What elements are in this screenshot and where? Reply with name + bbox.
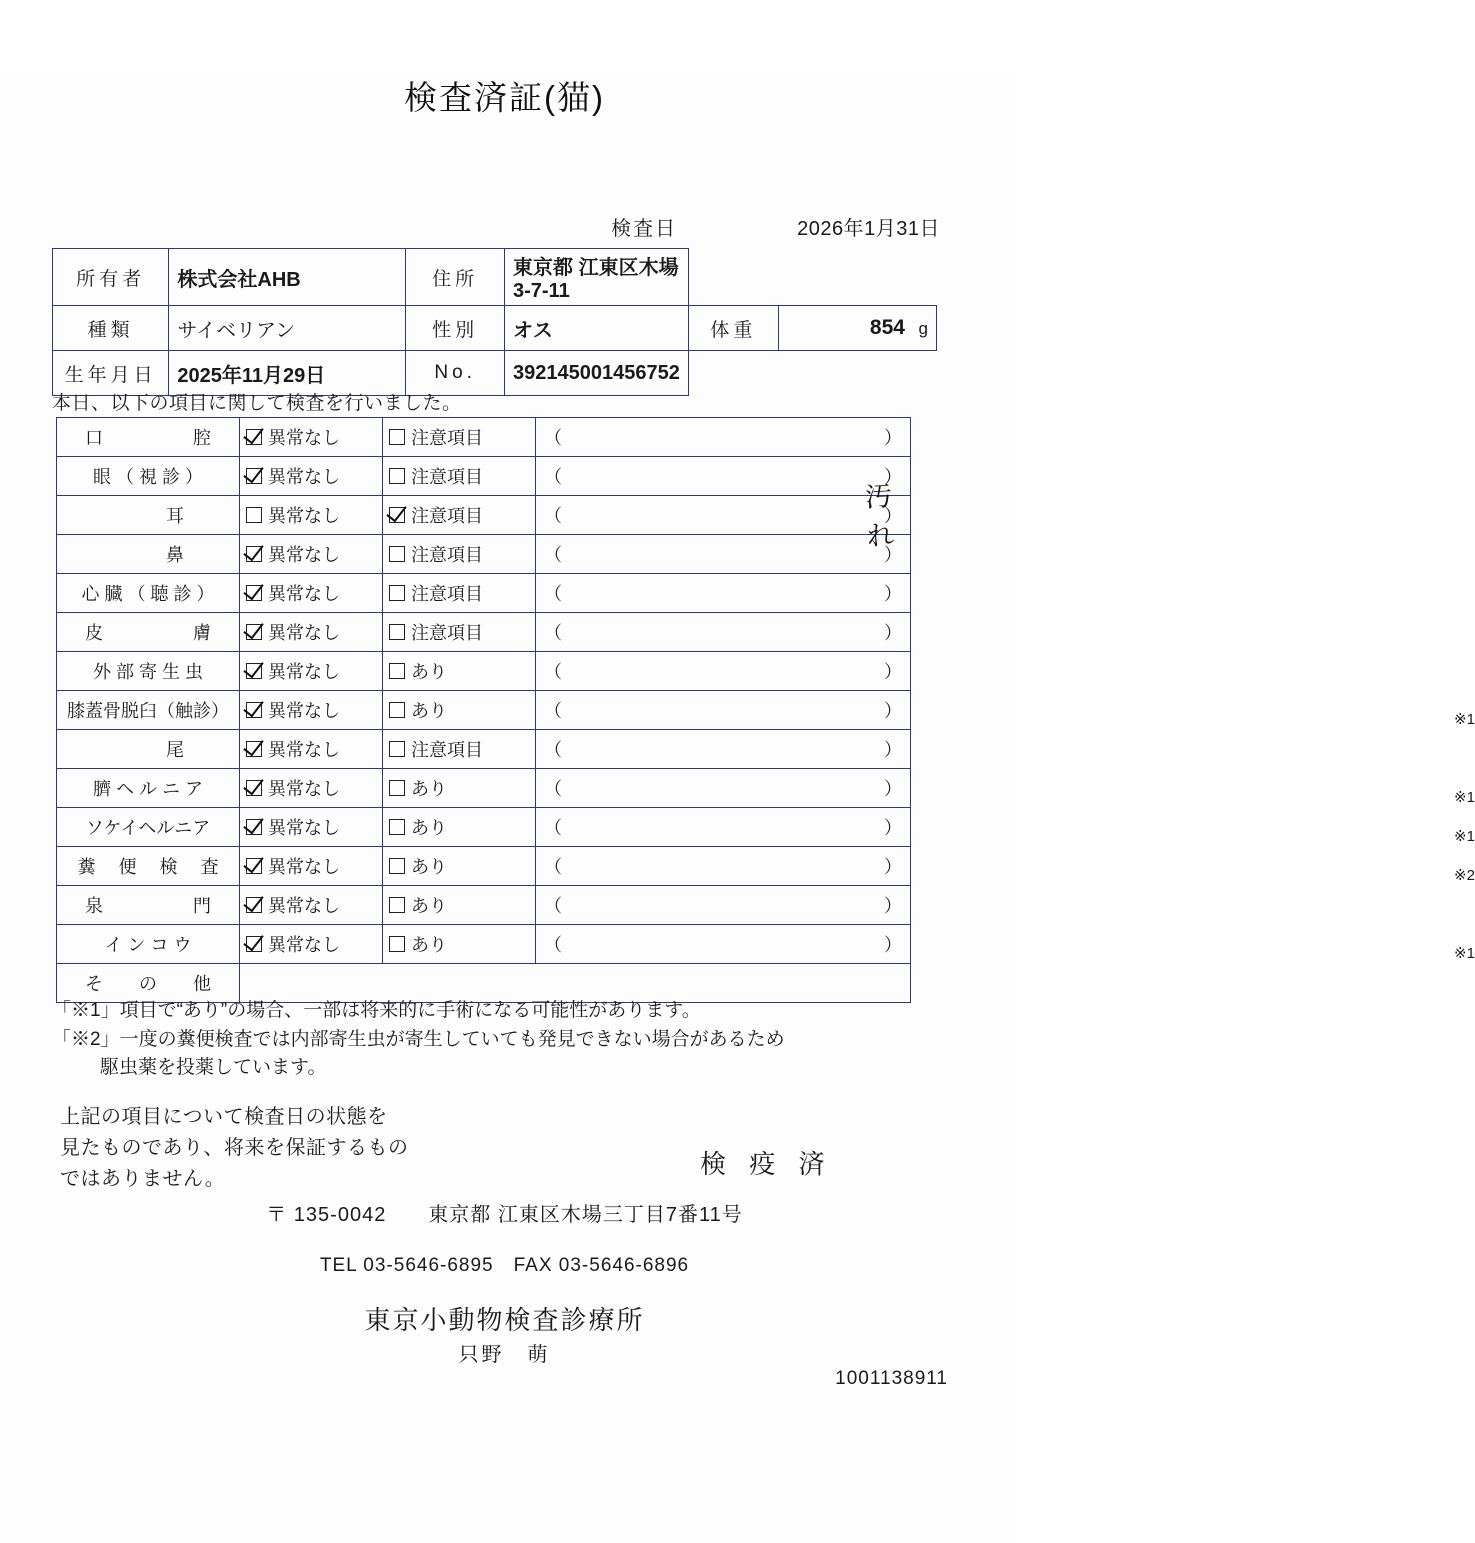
check-option-attention-label: あり — [411, 818, 447, 838]
check-option-normal-label: 異常なし — [268, 779, 340, 799]
statement-text: 本日、以下の項目に関して検査を行いました。 — [52, 393, 462, 414]
checkbox-icon[interactable] — [246, 780, 262, 796]
paren-right: ） — [884, 818, 902, 838]
clinic-contact: TEL 03-5646-6895 FAX 03-5646-6896 — [319, 1255, 690, 1276]
table-row — [57, 574, 911, 613]
table-row — [57, 808, 911, 847]
owner-info-table — [52, 248, 937, 396]
checkbox-icon[interactable] — [246, 546, 262, 562]
check-remark-cell[interactable] — [536, 418, 911, 457]
check-option-attention-label: 注意項目 — [411, 584, 483, 604]
check-option-attention[interactable] — [383, 925, 536, 964]
footnote-2: 「※2」一度の糞便検査では内部寄生虫が寄生していても発見できない場合があるため — [52, 1028, 785, 1050]
checkbox-icon[interactable] — [246, 819, 262, 835]
paren-left: （ — [544, 545, 562, 565]
paren-right: ） — [884, 584, 902, 604]
table-row — [57, 730, 911, 769]
check-option-normal-label: 異常なし — [268, 467, 340, 487]
paren-left: （ — [544, 935, 562, 955]
other-item-label: そ の 他 — [57, 964, 240, 1003]
check-footnote-marker: ※1 — [1454, 711, 1475, 728]
checkbox-icon[interactable] — [389, 429, 405, 445]
check-option-normal-label: 異常なし — [268, 740, 340, 760]
check-option-normal-label: 異常なし — [268, 623, 340, 643]
paren-right: ） — [884, 857, 902, 877]
paren-left: （ — [544, 818, 562, 838]
check-option-attention[interactable] — [383, 535, 536, 574]
sex-label: 性別 — [406, 306, 505, 351]
check-remark-cell[interactable] — [536, 613, 911, 652]
table-row — [57, 769, 911, 808]
paren-right: ） — [884, 545, 902, 565]
check-option-normal-label: 異常なし — [268, 545, 340, 565]
checkbox-icon[interactable] — [389, 468, 405, 484]
clinic-name: 東京小動物検査診療所 — [364, 1305, 645, 1335]
paren-right: ） — [884, 662, 902, 682]
clinic-address: 〒 135-0042 東京都 江東区木場三丁目7番11号 — [266, 1204, 743, 1226]
check-item-label: 尾 — [57, 730, 240, 769]
check-option-normal-label: 異常なし — [268, 857, 340, 877]
table-row — [57, 847, 911, 886]
check-option-normal[interactable] — [240, 613, 383, 652]
table-row — [57, 925, 911, 964]
check-option-normal-label: 異常なし — [268, 896, 340, 916]
check-option-normal[interactable] — [240, 886, 383, 925]
check-option-attention-label: 注意項目 — [411, 467, 483, 487]
paren-right: ） — [884, 506, 902, 526]
checkbox-icon[interactable] — [246, 507, 262, 523]
table-row — [53, 306, 937, 351]
checkbox-icon[interactable] — [246, 429, 262, 445]
disclaimer-line-2: 見たものであり、将来を保証するもの — [60, 1137, 409, 1159]
check-remark-cell[interactable] — [536, 574, 911, 613]
check-footnote-marker: ※1 — [1454, 789, 1475, 806]
check-option-attention[interactable] — [383, 574, 536, 613]
checkbox-icon[interactable] — [389, 741, 405, 757]
table-row — [57, 691, 911, 730]
check-remark-cell[interactable] — [536, 481, 911, 553]
table-row — [57, 886, 911, 925]
check-option-attention[interactable] — [383, 886, 536, 925]
table-row — [57, 496, 911, 535]
check-option-attention-label: あり — [411, 857, 447, 877]
checkbox-icon[interactable] — [389, 936, 405, 952]
check-option-normal-label: 異常なし — [268, 428, 340, 448]
checkbox-icon[interactable] — [246, 624, 262, 640]
table-row — [57, 652, 911, 691]
check-option-normal-label: 異常なし — [268, 935, 340, 955]
checkbox-icon[interactable] — [389, 780, 405, 796]
check-remark-cell[interactable] — [536, 730, 911, 769]
paren-right: ） — [884, 428, 902, 448]
check-remark-cell[interactable] — [536, 925, 1475, 964]
checkbox-icon[interactable] — [389, 897, 405, 913]
paren-left: （ — [544, 467, 562, 487]
checkbox-icon[interactable] — [246, 663, 262, 679]
check-option-attention-label: あり — [411, 662, 447, 682]
check-footnote-marker: ※1 — [1454, 828, 1475, 845]
check-footnote-marker: ※1 — [1454, 945, 1475, 962]
check-option-attention[interactable] — [383, 457, 536, 496]
check-option-normal[interactable] — [240, 847, 383, 886]
checkbox-icon[interactable] — [389, 546, 405, 562]
quarantine-stamp: 検 疫 済 — [700, 1149, 833, 1179]
check-item-label: 耳 — [57, 496, 240, 535]
check-item-label: 鼻 — [57, 535, 240, 574]
weight-cell — [778, 306, 936, 351]
doctor-name: 只野 萌 — [458, 1344, 551, 1366]
check-remark-cell[interactable] — [536, 535, 911, 574]
microchip-no-label: No. — [406, 351, 505, 396]
check-option-attention[interactable] — [383, 847, 536, 886]
check-item-label: ソケイヘルニア — [57, 808, 240, 847]
weight-label: 体重 — [688, 306, 778, 351]
check-option-attention-label: 注意項目 — [411, 623, 483, 643]
check-option-attention-label: 注意項目 — [411, 506, 483, 526]
check-item-label: 心 臓 （ 聴 診 ） — [57, 574, 240, 613]
check-option-attention-label: 注意項目 — [411, 428, 483, 448]
paren-left: （ — [544, 662, 562, 682]
certificate-page — [0, 72, 1475, 1543]
check-option-attention[interactable] — [383, 730, 536, 769]
exam-date-label: 検査日 — [611, 218, 678, 240]
check-option-normal[interactable] — [240, 691, 383, 730]
check-option-attention[interactable] — [383, 691, 536, 730]
paren-right: ） — [884, 467, 902, 487]
check-option-normal[interactable] — [240, 574, 383, 613]
paren-left: （ — [544, 623, 562, 643]
check-option-attention-label: 注意項目 — [411, 545, 483, 565]
check-option-attention-label: あり — [411, 779, 447, 799]
paren-left: （ — [544, 857, 562, 877]
check-remark-cell[interactable] — [536, 808, 1475, 847]
check-option-attention-label: あり — [411, 935, 447, 955]
paren-left: （ — [544, 740, 562, 760]
check-option-attention[interactable] — [383, 769, 536, 808]
footnotes — [52, 997, 785, 1083]
check-option-attention-label: 注意項目 — [411, 740, 483, 760]
page-title: 検査済証(猫) — [404, 79, 605, 116]
check-item-label: 膝蓋骨脱臼（触診） — [57, 691, 240, 730]
check-item-label: 口 腔 — [57, 418, 240, 457]
owner-label: 所有者 — [53, 249, 169, 306]
checkbox-icon[interactable] — [246, 897, 262, 913]
sex-value: オス — [505, 306, 689, 351]
check-remark-cell[interactable] — [536, 847, 1475, 886]
check-remark-cell[interactable] — [536, 886, 911, 925]
exam-date-value: 2026年1月31日 — [797, 218, 940, 240]
paren-right: ） — [884, 740, 902, 760]
check-footnote-marker: ※2 — [1454, 867, 1475, 884]
exam-date-row — [0, 212, 940, 241]
check-option-attention[interactable] — [383, 652, 536, 691]
checkbox-icon[interactable] — [246, 702, 262, 718]
check-item-label: 臍 ヘ ル ニ ア — [57, 769, 240, 808]
check-option-normal[interactable] — [240, 535, 383, 574]
paren-left: （ — [544, 506, 562, 526]
check-option-normal-label: 異常なし — [268, 818, 340, 838]
paren-right: ） — [884, 896, 902, 916]
check-item-label: 泉 門 — [57, 886, 240, 925]
disclaimer-line-1: 上記の項目について検査日の状態を — [60, 1106, 388, 1128]
breed-label: 種類 — [53, 306, 169, 351]
check-option-normal[interactable] — [240, 730, 383, 769]
check-option-normal[interactable] — [240, 496, 383, 535]
check-item-label: イ ン コ ウ — [57, 925, 240, 964]
check-item-label: 眼 （ 視 診 ） — [57, 457, 240, 496]
paren-left: （ — [544, 779, 562, 799]
disclaimer-line-3: ではありません。 — [60, 1168, 226, 1190]
table-row — [57, 418, 911, 457]
address-value: 東京都 江東区木場3-7-11 — [505, 249, 689, 306]
check-option-normal[interactable] — [240, 418, 383, 457]
paren-left: （ — [544, 896, 562, 916]
checkbox-icon[interactable] — [389, 663, 405, 679]
check-option-attention[interactable] — [383, 496, 536, 535]
check-item-label: 外 部 寄 生 虫 — [57, 652, 240, 691]
check-option-normal-label: 異常なし — [268, 584, 340, 604]
check-item-label: 糞 便 検 査 — [57, 847, 240, 886]
paren-right: ） — [884, 779, 902, 799]
footnote-1: 「※1」項目で“あり”の場合、一部は将来的に手術になる可能性があります。 — [52, 1000, 701, 1021]
check-option-normal[interactable] — [240, 457, 383, 496]
paren-right: ） — [884, 701, 902, 721]
check-remark-cell[interactable] — [536, 457, 911, 496]
checkbox-icon[interactable] — [246, 741, 262, 757]
address-label: 住所 — [406, 249, 505, 306]
table-row — [57, 535, 911, 574]
check-option-normal[interactable] — [240, 652, 383, 691]
checkbox-icon[interactable] — [246, 858, 262, 874]
microchip-no-value: 392145001456752 — [505, 351, 689, 396]
checkbox-icon[interactable] — [389, 507, 405, 523]
check-remark-cell[interactable] — [536, 652, 911, 691]
handwritten-remark: 汚れ — [864, 481, 895, 553]
check-option-attention[interactable] — [383, 418, 536, 457]
birthdate-label: 生年月日 — [53, 351, 169, 396]
check-option-normal-label: 異常なし — [268, 701, 340, 721]
checkbox-icon[interactable] — [389, 585, 405, 601]
weight-value: 854 — [869, 316, 905, 339]
paren-left: （ — [544, 584, 562, 604]
check-option-attention-label: あり — [411, 896, 447, 916]
table-row — [57, 457, 911, 496]
checkbox-icon[interactable] — [246, 936, 262, 952]
birthdate-value: 2025年11月29日 — [169, 351, 406, 396]
check-remark-cell[interactable] — [536, 769, 1475, 808]
paren-left: （ — [544, 701, 562, 721]
document-number: 1001138911 — [835, 1368, 948, 1389]
checkbox-icon[interactable] — [389, 702, 405, 718]
disclaimer — [60, 1102, 409, 1195]
table-row — [53, 249, 937, 306]
check-option-normal[interactable] — [240, 808, 383, 847]
check-option-attention[interactable] — [383, 613, 536, 652]
check-remark-cell[interactable] — [536, 691, 1475, 730]
weight-unit: g — [918, 319, 928, 338]
examination-items-table — [56, 417, 1475, 1003]
check-option-attention-label: あり — [411, 701, 447, 721]
breed-value: サイベリアン — [169, 306, 406, 351]
checkbox-icon[interactable] — [389, 819, 405, 835]
paren-right: ） — [884, 623, 902, 643]
check-option-normal-label: 異常なし — [268, 662, 340, 682]
check-item-label: 皮 膚 — [57, 613, 240, 652]
checkbox-icon[interactable] — [389, 858, 405, 874]
paren-right: ） — [884, 935, 902, 955]
checkbox-icon[interactable] — [389, 624, 405, 640]
paren-left: （ — [544, 428, 562, 448]
check-option-normal[interactable] — [240, 925, 383, 964]
table-row — [57, 613, 911, 652]
footnote-3: 駆虫薬を投薬しています。 — [100, 1057, 327, 1078]
checkbox-icon[interactable] — [246, 585, 262, 601]
owner-value: 株式会社AHB — [169, 249, 406, 306]
check-option-normal-label: 異常なし — [268, 506, 340, 526]
checkbox-icon[interactable] — [246, 468, 262, 484]
check-option-attention[interactable] — [383, 808, 536, 847]
check-option-normal[interactable] — [240, 769, 383, 808]
